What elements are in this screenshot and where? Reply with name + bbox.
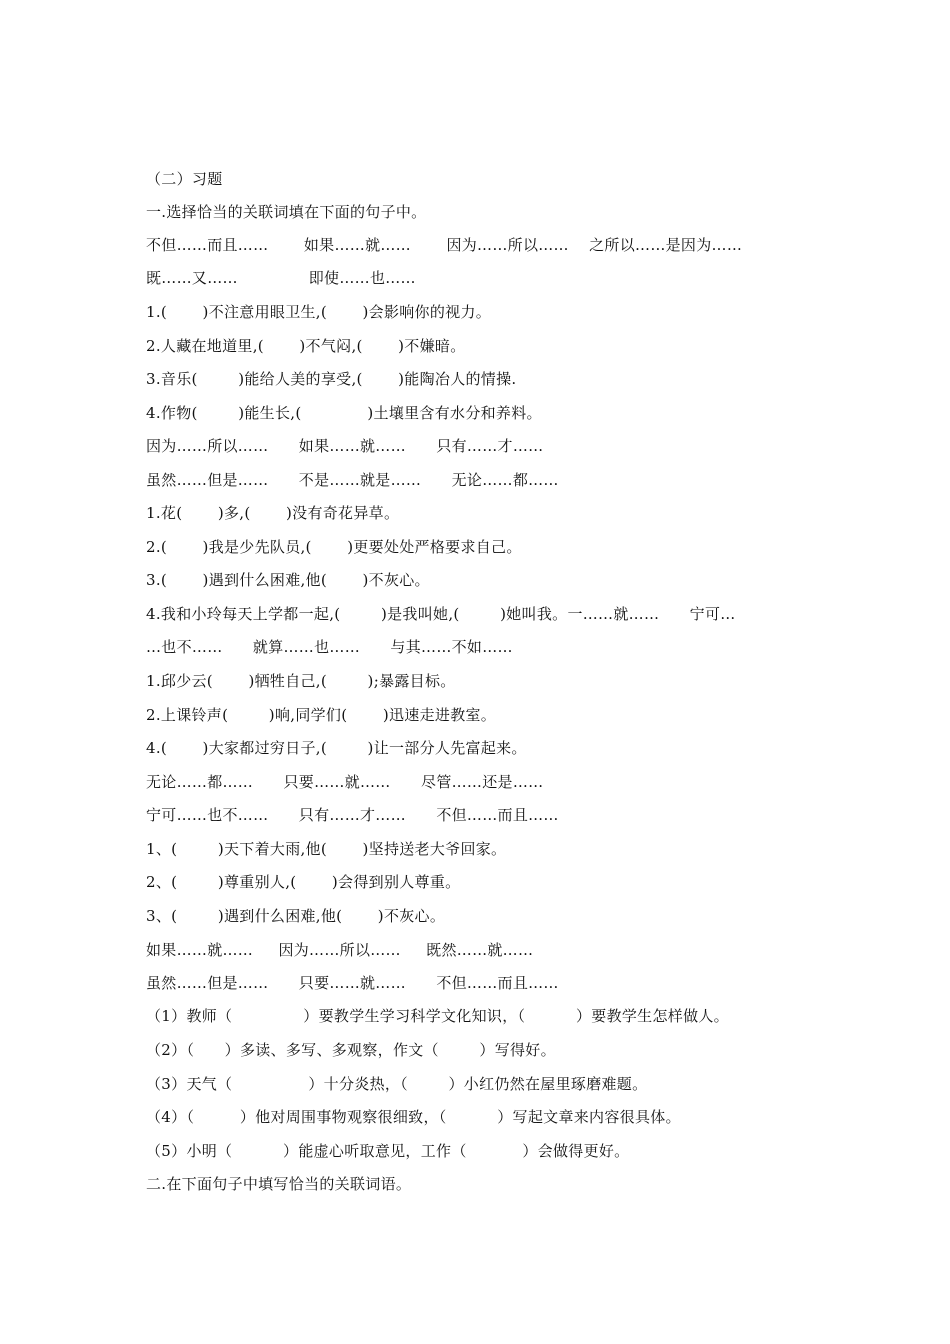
- exercise-item: 2、( )尊重别人,( )会得到别人尊重。: [146, 873, 461, 891]
- exercise-item: 3.音乐( )能给人美的享受,( )能陶冶人的情操.: [146, 370, 517, 388]
- conjunction-options: 宁可……也不…… 只有……才…… 不但……而且……: [146, 806, 559, 824]
- exercise-item: 4.作物( )能生长,( )土壤里含有水分和养料。: [146, 404, 542, 422]
- conjunction-options: 虽然……但是…… 不是……就是…… 无论……都……: [146, 471, 559, 489]
- exercise-item: 1.邱少云( )牺牲自己,( );暴露目标。: [146, 672, 456, 690]
- exercise-item: 1.花( )多,( )没有奇花异草。: [146, 504, 400, 522]
- conjunction-options: 虽然……但是…… 只要……就…… 不但……而且……: [146, 974, 559, 992]
- exercise-item: （1）教师（ ）要教学生学习科学文化知识，（ ）要教学生怎样做人。: [146, 1007, 729, 1025]
- exercise-two-instruction: 二.在下面句子中填写恰当的关联词语。: [146, 1175, 412, 1193]
- conjunction-options: 不但……而且…… 如果……就…… 因为……所以…… 之所以……是因为……: [146, 236, 743, 254]
- exercise-item: 3.( )遇到什么困难,他( )不灰心。: [146, 571, 430, 589]
- section-heading: （二）习题: [146, 170, 223, 188]
- exercise-item: 4.我和小玲每天上学都一起,( )是我叫她,( )她叫我。一……就…… 宁可…: [146, 605, 736, 623]
- conjunction-options: 因为……所以…… 如果……就…… 只有……才……: [146, 437, 544, 455]
- conjunction-options: …也不…… 就算……也…… 与其……不如……: [146, 638, 513, 656]
- exercise-item: 2.人藏在地道里,( )不气闷,( )不嫌暗。: [146, 337, 466, 355]
- exercise-item: 2.( )我是少先队员,( )更要处处严格要求自己。: [146, 538, 522, 556]
- conjunction-options: 既……又…… 即使……也……: [146, 269, 416, 287]
- exercise-item: 1.( )不注意用眼卫生,( )会影响你的视力。: [146, 303, 492, 321]
- exercise-item: （4）（ ）他对周围事物观察很细致，（ ）写起文章来内容很具体。: [146, 1108, 681, 1126]
- exercise-item: 2.上课铃声( )响,同学们( )迅速走进教室。: [146, 706, 497, 724]
- exercise-item: 3、( )遇到什么困难,他( )不灰心。: [146, 907, 446, 925]
- exercise-item: （5）小明（ ）能虚心听取意见，工作（ ）会做得更好。: [146, 1142, 630, 1160]
- exercise-item: （2）（ ）多读、多写、多观察，作文（ ）写得好。: [146, 1041, 556, 1059]
- exercise-one-instruction: 一.选择恰当的关联词填在下面的句子中。: [146, 203, 427, 221]
- exercise-item: （3）天气（ ）十分炎热，（ ）小红仍然在屋里琢磨难题。: [146, 1075, 648, 1093]
- conjunction-options: 如果……就…… 因为……所以…… 既然……就……: [146, 941, 534, 959]
- exercise-item: 4.( )大家都过穷日子,( )让一部分人先富起来。: [146, 739, 527, 757]
- exercise-item: 1、( )天下着大雨,他( )坚持送老大爷回家。: [146, 840, 507, 858]
- conjunction-options: 无论……都…… 只要……就…… 尽管……还是……: [146, 773, 544, 791]
